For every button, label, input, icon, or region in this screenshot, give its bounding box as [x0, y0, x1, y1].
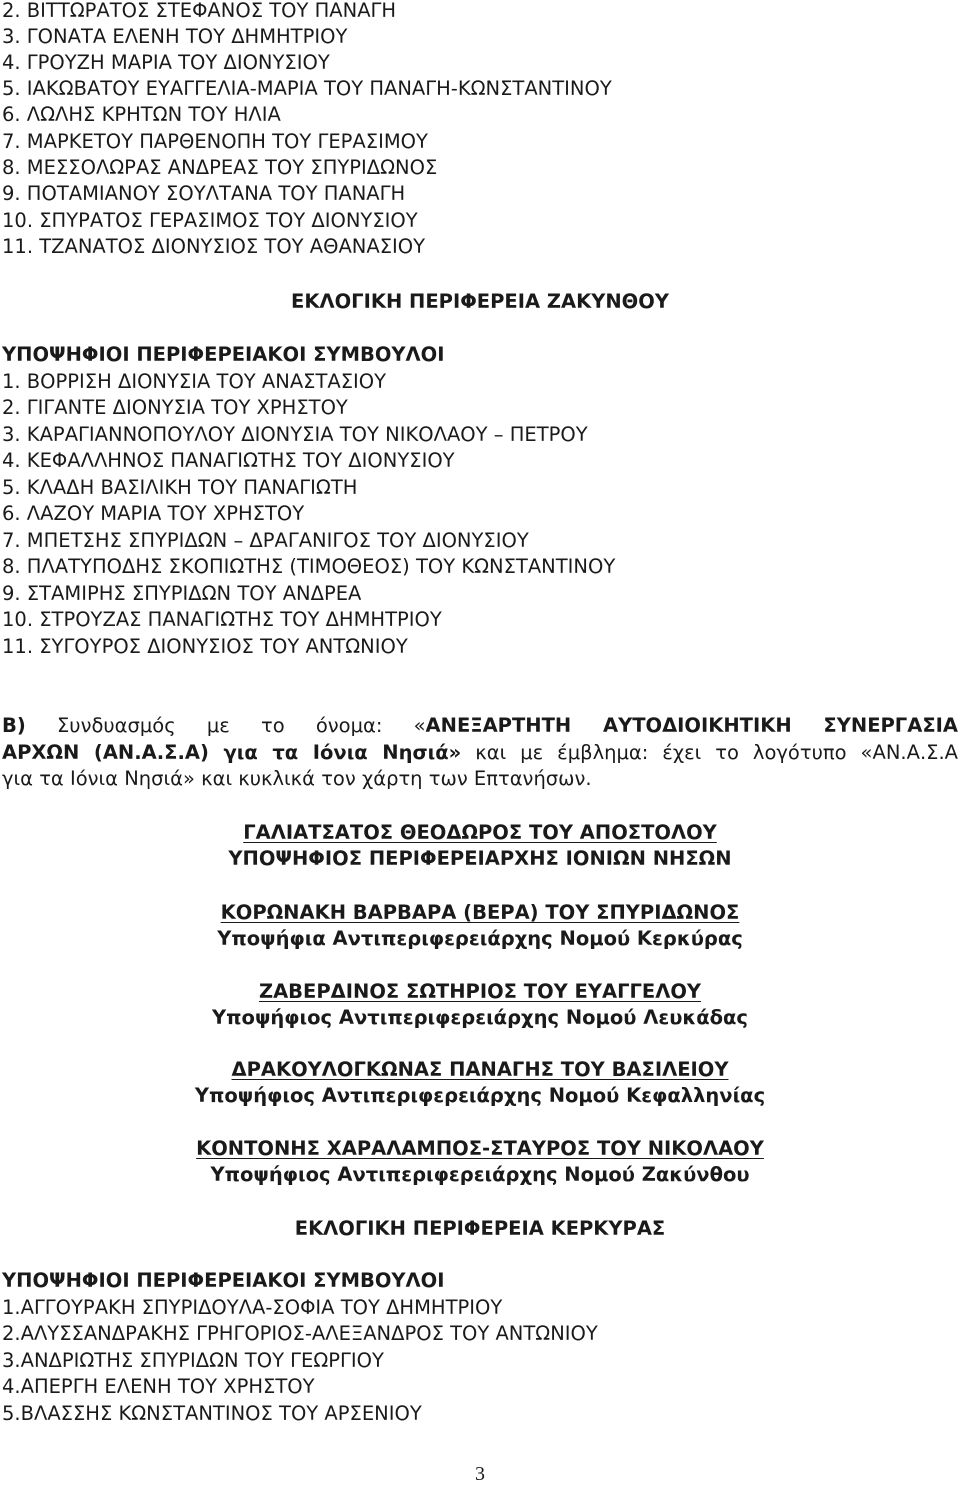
list-item: 2.ΑΛΥΣΣΑΝΔΡΑΚΗΣ ΓΡΗΓΟΡΙΟΣ-ΑΛΕΞΑΝΔΡΟΣ ΤΟΥ ΑΝΤΩΝΙΟΥ — [2, 1322, 598, 1345]
emblem-text: και με έμβλημα: έχει το λογότυπο «ΑΝ.Α.Σ.Α — [461, 740, 959, 764]
section-b-line-3: για τα Ιόνια Νησιά» και κυκλικά τον χάρτη των Επτανήσων. — [2, 767, 592, 790]
list-item: 7. ΜΑΡΚΕΤΟΥ ΠΑΡΘΕΝΟΠΗ ΤΟΥ ΓΕΡΑΣΙΜΟΥ — [2, 130, 428, 153]
section-b-label: Β) — [2, 714, 26, 737]
list-item: 3. ΓΟΝΑΤΑ ΕΛΕΝΗ ΤΟΥ ΔΗΜΗΤΡΙΟΥ — [2, 25, 348, 48]
candidate-role: ΥΠΟΨΗΦΙΟΣ ΠΕΡΙΦΕΡΕΙΑΡΧΗΣ ΙΟΝΙΩΝ ΝΗΣΩΝ — [228, 847, 732, 870]
list-item: 11. ΤΖΑΝΑΤΟΣ ΔΙΟΝΥΣΙΟΣ ΤΟΥ ΑΘΑΝΑΣΙΟΥ — [2, 235, 426, 258]
list-item: 9. ΣΤΑΜΙΡΗΣ ΣΠΥΡΙΔΩΝ ΤΟΥ ΑΝΔΡΕΑ — [2, 582, 362, 605]
list-item: 10. ΣΤΡΟΥΖΑΣ ΠΑΝΑΓΙΩΤΗΣ ΤΟΥ ΔΗΜΗΤΡΙΟΥ — [2, 608, 442, 631]
list-item: 7. ΜΠΕΤΣΗΣ ΣΠΥΡΙΔΩΝ – ΔΡΑΓΑΝΙΓΟΣ ΤΟΥ ΔΙΟΝΥΣΙΟΥ — [2, 529, 529, 552]
subheading-zakynthos: ΥΠΟΨΗΦΙΟΙ ΠΕΡΙΦΕΡΕΙΑΚΟΙ ΣΥΜΒΟΥΛΟΙ — [2, 343, 445, 366]
list-item: 4. ΓΡΟΥΖΗ ΜΑΡΙΑ ΤΟΥ ΔΙΟΝΥΣΙΟΥ — [2, 51, 330, 74]
party-name-bold-2: ΑΡΧΩΝ (ΑΝ.Α.Σ.Α) για τα Ιόνια Νησιά» — [2, 740, 462, 764]
list-item: 5. ΙΑΚΩΒΑΤΟΥ ΕΥΑΓΓΕΛΙΑ-ΜΑΡΙΑ ΤΟΥ ΠΑΝΑΓΗ-ΚΩΝΣΤΑΝΤΙΝΟΥ — [2, 77, 612, 100]
list-item: 3.ΑΝΔΡΙΩΤΗΣ ΣΠΥΡΙΔΩΝ ΤΟΥ ΓΕΩΡΓΙΟΥ — [2, 1349, 384, 1372]
list-item: 8. ΜΕΣΣΟΛΩΡΑΣ ΑΝΔΡΕΑΣ ΤΟΥ ΣΠΥΡΙΔΩΝΟΣ — [2, 156, 438, 179]
section-heading-zakynthos: ΕΚΛΟΓΙΚΗ ΠΕΡΙΦΕΡΕΙΑ ΖΑΚΥΝΘΟΥ — [291, 290, 669, 313]
page-number: 3 — [475, 1463, 485, 1485]
section-b-line-2 — [2, 740, 958, 767]
list-item: 5. ΚΛΑΔΗ ΒΑΣΙΛΙΚΗ ΤΟΥ ΠΑΝΑΓΙΩΤΗ — [2, 476, 358, 499]
section-b-paragraph — [2, 713, 958, 793]
candidate-name: ΖΑΒΕΡΔΙΝΟΣ ΣΩΤΗΡΙΟΣ ΤΟΥ ΕΥΑΓΓΕΛΟΥ — [258, 980, 702, 1003]
subheading-kerkyra: ΥΠΟΨΗΦΙΟΙ ΠΕΡΙΦΕΡΕΙΑΚΟΙ ΣΥΜΒΟΥΛΟΙ — [2, 1269, 445, 1292]
candidate-name: ΔΡΑΚΟΥΛΟΓΚΩΝΑΣ ΠΑΝΑΓΗΣ ΤΟΥ ΒΑΣΙΛΕΙΟΥ — [231, 1058, 729, 1081]
list-item: 8. ΠΛΑΤΥΠΟΔΗΣ ΣΚΟΠΙΩΤΗΣ (ΤΙΜΟΘΕΟΣ) ΤΟΥ ΚΩΝΣΤΑΝΤΙΝΟΥ — [2, 555, 616, 578]
list-item: 6. ΛΩΛΗΣ ΚΡΗΤΩΝ ΤΟΥ ΗΛΙΑ — [2, 103, 281, 126]
candidate-role: Υποψήφιος Αντιπεριφερειάρχης Νομού Λευκάδας — [212, 1006, 748, 1029]
list-item: 4. ΚΕΦΑΛΛΗΝΟΣ ΠΑΝΑΓΙΩΤΗΣ ΤΟΥ ΔΙΟΝΥΣΙΟΥ — [2, 449, 455, 472]
candidate-name: ΚΟΝΤΟΝΗΣ ΧΑΡΑΛΑΜΠΟΣ-ΣΤΑΥΡΟΣ ΤΟΥ ΝΙΚΟΛΑΟΥ — [196, 1137, 764, 1160]
list-item: 5.ΒΛΑΣΣΗΣ ΚΩΝΣΤΑΝΤΙΝΟΣ ΤΟΥ ΑΡΣΕΝΙΟΥ — [2, 1402, 422, 1425]
list-item: 1. ΒΟΡΡΙΣΗ ΔΙΟΝΥΣΙΑ ΤΟΥ ΑΝΑΣΤΑΣΙΟΥ — [2, 370, 387, 393]
list-item: 6. ΛΑΖΟΥ ΜΑΡΙΑ ΤΟΥ ΧΡΗΣΤΟΥ — [2, 502, 305, 525]
candidate-name: ΓΑΛΙΑΤΣΑΤΟΣ ΘΕΟΔΩΡΟΣ ΤΟΥ ΑΠΟΣΤΟΛΟΥ — [243, 821, 717, 844]
list-item: 1.ΑΓΓΟΥΡΑΚΗ ΣΠΥΡΙΔΟΥΛΑ-ΣΟΦΙΑ ΤΟΥ ΔΗΜΗΤΡΙΟΥ — [2, 1296, 503, 1319]
list-item: 11. ΣΥΓΟΥΡΟΣ ΔΙΟΝΥΣΙΟΣ ΤΟΥ ΑΝΤΩΝΙΟΥ — [2, 635, 408, 658]
section-heading-kerkyra: ΕΚΛΟΓΙΚΗ ΠΕΡΙΦΕΡΕΙΑ ΚΕΡΚΥΡΑΣ — [294, 1217, 666, 1240]
section-b-text: Συνδυασμός με το όνομα: « — [56, 714, 426, 737]
party-name-bold: ΑΝΕΞΑΡΤΗΤΗ ΑΥΤΟΔΙΟΙΚΗΤΙΚΗ ΣΥΝΕΡΓΑΣΙΑ — [425, 714, 958, 737]
list-item: 2. ΓΙΓΑΝΤΕ ΔΙΟΝΥΣΙΑ ΤΟΥ ΧΡΗΣΤΟΥ — [2, 396, 348, 419]
candidate-role: Υποψήφιος Αντιπεριφερειάρχης Νομού Ζακύνθου — [210, 1163, 750, 1186]
candidate-role: Υποψήφιος Αντιπεριφερειάρχης Νομού Κεφαλληνίας — [194, 1084, 766, 1107]
list-item: 4.ΑΠΕΡΓΗ ΕΛΕΝΗ ΤΟΥ ΧΡΗΣΤΟΥ — [2, 1375, 315, 1398]
list-item: 10. ΣΠΥΡΑΤΟΣ ΓΕΡΑΣΙΜΟΣ ΤΟΥ ΔΙΟΝΥΣΙΟΥ — [2, 209, 418, 232]
candidate-name: ΚΟΡΩΝΑΚΗ ΒΑΡΒΑΡΑ (ΒΕΡΑ) ΤΟΥ ΣΠΥΡΙΔΩΝΟΣ — [220, 901, 740, 924]
list-item: 2. ΒΙΤΤΩΡΑΤΟΣ ΣΤΕΦΑΝΟΣ ΤΟΥ ΠΑΝΑΓΗ — [2, 0, 397, 22]
candidate-role: Υποψήφια Αντιπεριφερειάρχης Νομού Κερκύρας — [217, 927, 743, 950]
section-b-line-1 — [2, 713, 958, 740]
list-item: 3. ΚΑΡΑΓΙΑΝΝΟΠΟΥΛΟΥ ΔΙΟΝΥΣΙΑ ΤΟΥ ΝΙΚΟΛΑΟΥ – ΠΕΤΡΟΥ — [2, 423, 588, 446]
list-item: 9. ΠΟΤΑΜΙΑΝΟΥ ΣΟΥΛΤΑΝΑ ΤΟΥ ΠΑΝΑΓΗ — [2, 182, 406, 205]
